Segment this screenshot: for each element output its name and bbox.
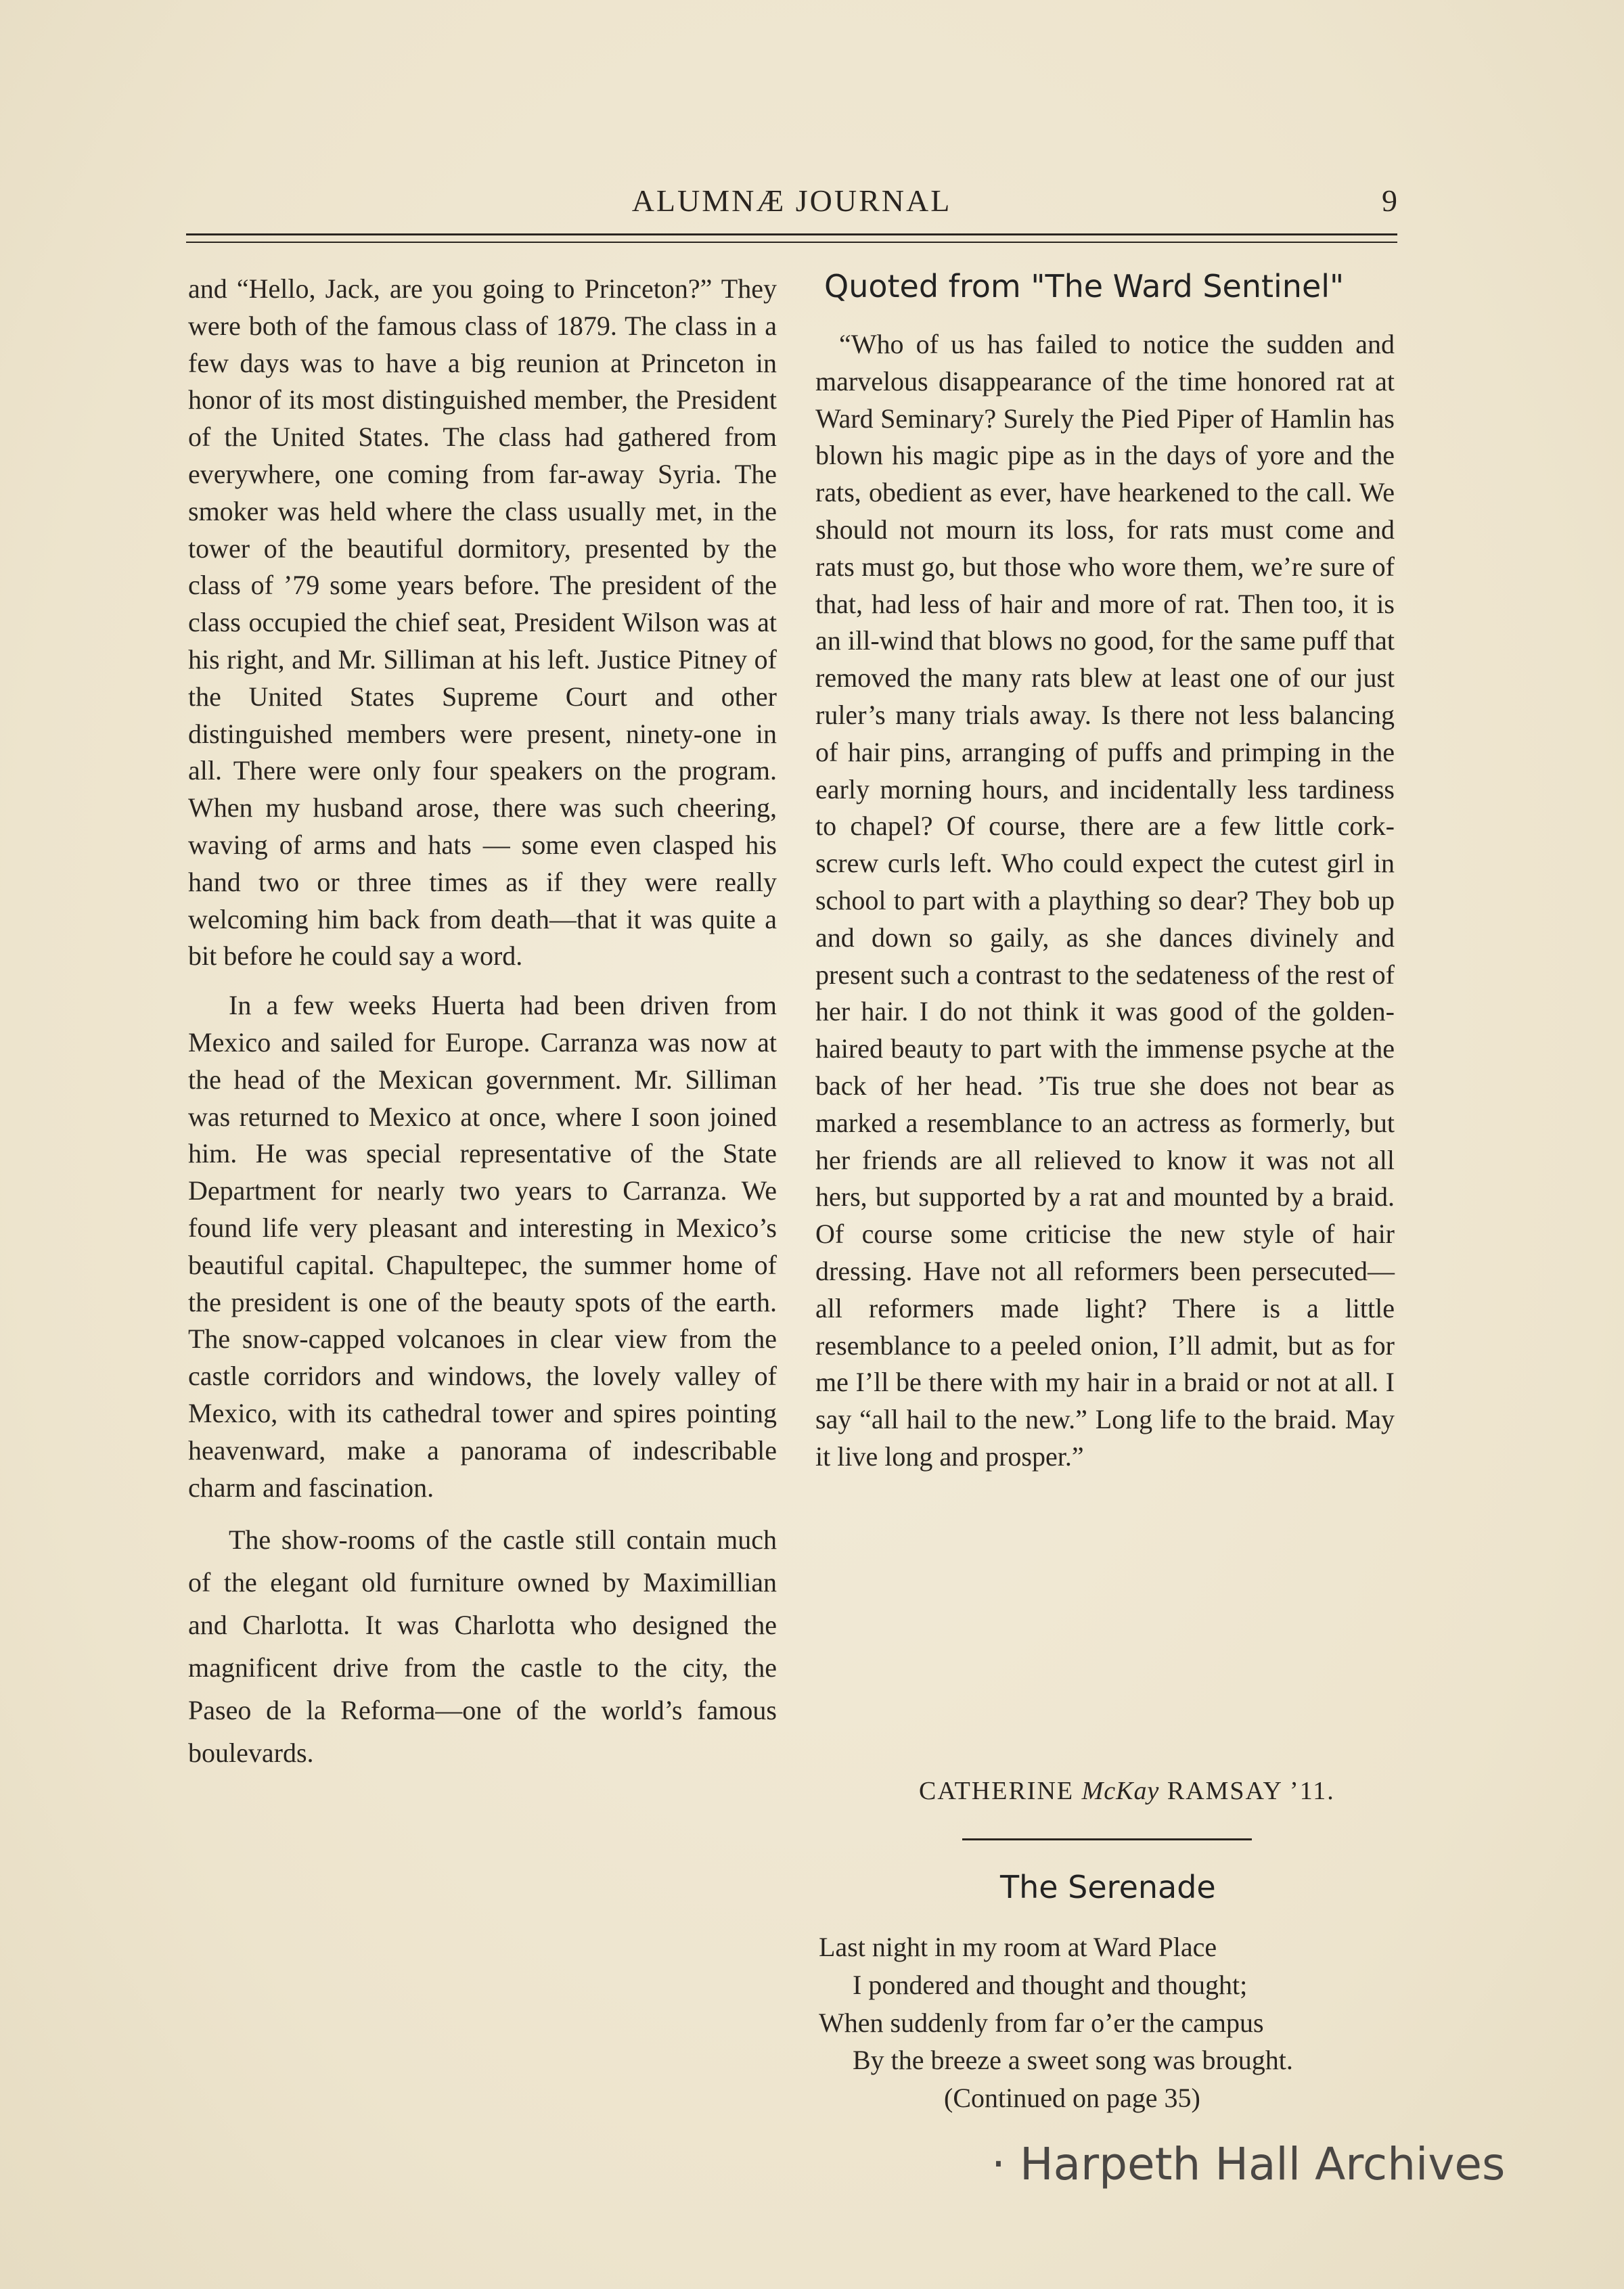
header-rule-top (186, 233, 1397, 235)
sentinel-quote (815, 326, 1395, 1476)
serenade-title: The Serenade (1000, 1869, 1216, 1905)
poem-line: By the breeze a sweet song was brought. (853, 2045, 1293, 2076)
section-divider (962, 1838, 1252, 1840)
paragraph: The show-rooms of the castle still contain much of the elegant old furniture owned by Maximillian and Charlotta. It was Charlotta who designed the magnificent drive from the castle to the city, the Paseo de la Reforma—one of the world’s famous boulevards. (188, 1524, 777, 1769)
sentinel-title: Quoted from "The Ward Sentinel" (824, 268, 1345, 304)
signature-last: RAMSAY ’11. (1159, 1777, 1335, 1805)
journal-title: ALUMNÆ JOURNAL (631, 183, 952, 218)
poem-line: I pondered and thought and thought; (853, 1969, 1248, 2000)
left-column (188, 271, 777, 1774)
page-number: 9 (1382, 183, 1397, 218)
paragraph: In a few weeks Huerta had been driven from Mexico and sailed for Europe. Carranza was now at the head of the Mexican government. Mr. Silliman was returned to Mexico at once, where I soon joined him. He was special representative of the State Department for nearly two years to Carranza. We found life very pleasant and interesting in Mexico’s beautiful capital. Chapultepec, the summer home of the president is one of the beauty spots of the earth. The snow-capped volcanoes in clear view from the castle corridors and windows, the lovely valley of Mexico, with its cathedral tower and spires pointing heavenward, make a panorama of indescribable charm and fascination. (188, 990, 777, 1503)
poem-line: Last night in my room at Ward Place (819, 1932, 1217, 1962)
author-signature (919, 1776, 1335, 1806)
page-header (186, 183, 1397, 223)
signature-first: CATHERINE (919, 1777, 1082, 1805)
header-rule-bottom (186, 242, 1397, 243)
signature-middle: McKay (1081, 1777, 1160, 1805)
quote-paragraph: “Who of us has failed to notice the sudden and marvelous disappearance of the time honored rat at Ward Seminary? Surely the Pied Piper of Hamlin has blown his magic pipe as in the days of yore and the rats, obedient as ever, have hearkened to the call. We should not mourn its loss, for rats must come and rats must go, but those who wore them, we’re sure of that, had less of hair and more of rat. Then too, it is an ill-wind that blows no good, for the same puff that removed the many rats blew at least one of our just ruler’s many trials away. Is there not less balancing of hair pins, arranging of puffs and primping in the early morning hours, and incidentally less tardiness to chapel? Of course, there are a few little cork-screw curls left. Who could expect the cutest girl in school to part with a plaything so dear? They bob up and down so gaily, as she dances divinely and present such a contrast to the sedateness of the rest of her hair. I do not think it was good of the golden-haired beauty to part with the immense psyche at the back of her head. ’Tis true she does not bear as marked a resemblance to an actress as formerly, but her friends are all relieved to know it was not all hers, but supported by a rat and mounted by a braid. Of course some criticise the new style of hair dressing. Have not all reformers been persecuted—all reformers made light? There is a little resemblance to a peeled onion, I’ll admit, but as for me I’ll be there with my hair in a braid or not at all. I say “all hail to the new.” Long life to the braid. May it live long and prosper.” (815, 329, 1395, 1472)
continued-note: (Continued on page 35) (944, 2083, 1200, 2114)
serenade-poem (819, 1928, 1293, 2117)
paragraph: and “Hello, Jack, are you going to Princeton?” They were both of the famous class of 1879. The class in a few days was to have a big reunion at Princeton in honor of its most distinguished member, the President of the United States. The class had gathered from everywhere, one coming from far-away Syria. The smoker was held where the class usually met, in the tower of the beautiful dormitory, presented by the class of ’79 some years before. The president of the class occupied the chief seat, President Wilson was at his right, and Mr. Silliman at his left. Justice Pitney of the United States Supreme Court and other distinguished members were present, ninety-one in all. There were only four speakers on the program. When my husband arose, there was such cheering, waving of arms and hats — some even clasped his hand two or three times as if they were really welcoming him back from death—that it was quite a bit before he could say a word. (188, 273, 777, 972)
archive-watermark: · Harpeth Hall Archives (991, 2138, 1506, 2190)
poem-line: When suddenly from far o’er the campus (819, 2007, 1264, 2038)
